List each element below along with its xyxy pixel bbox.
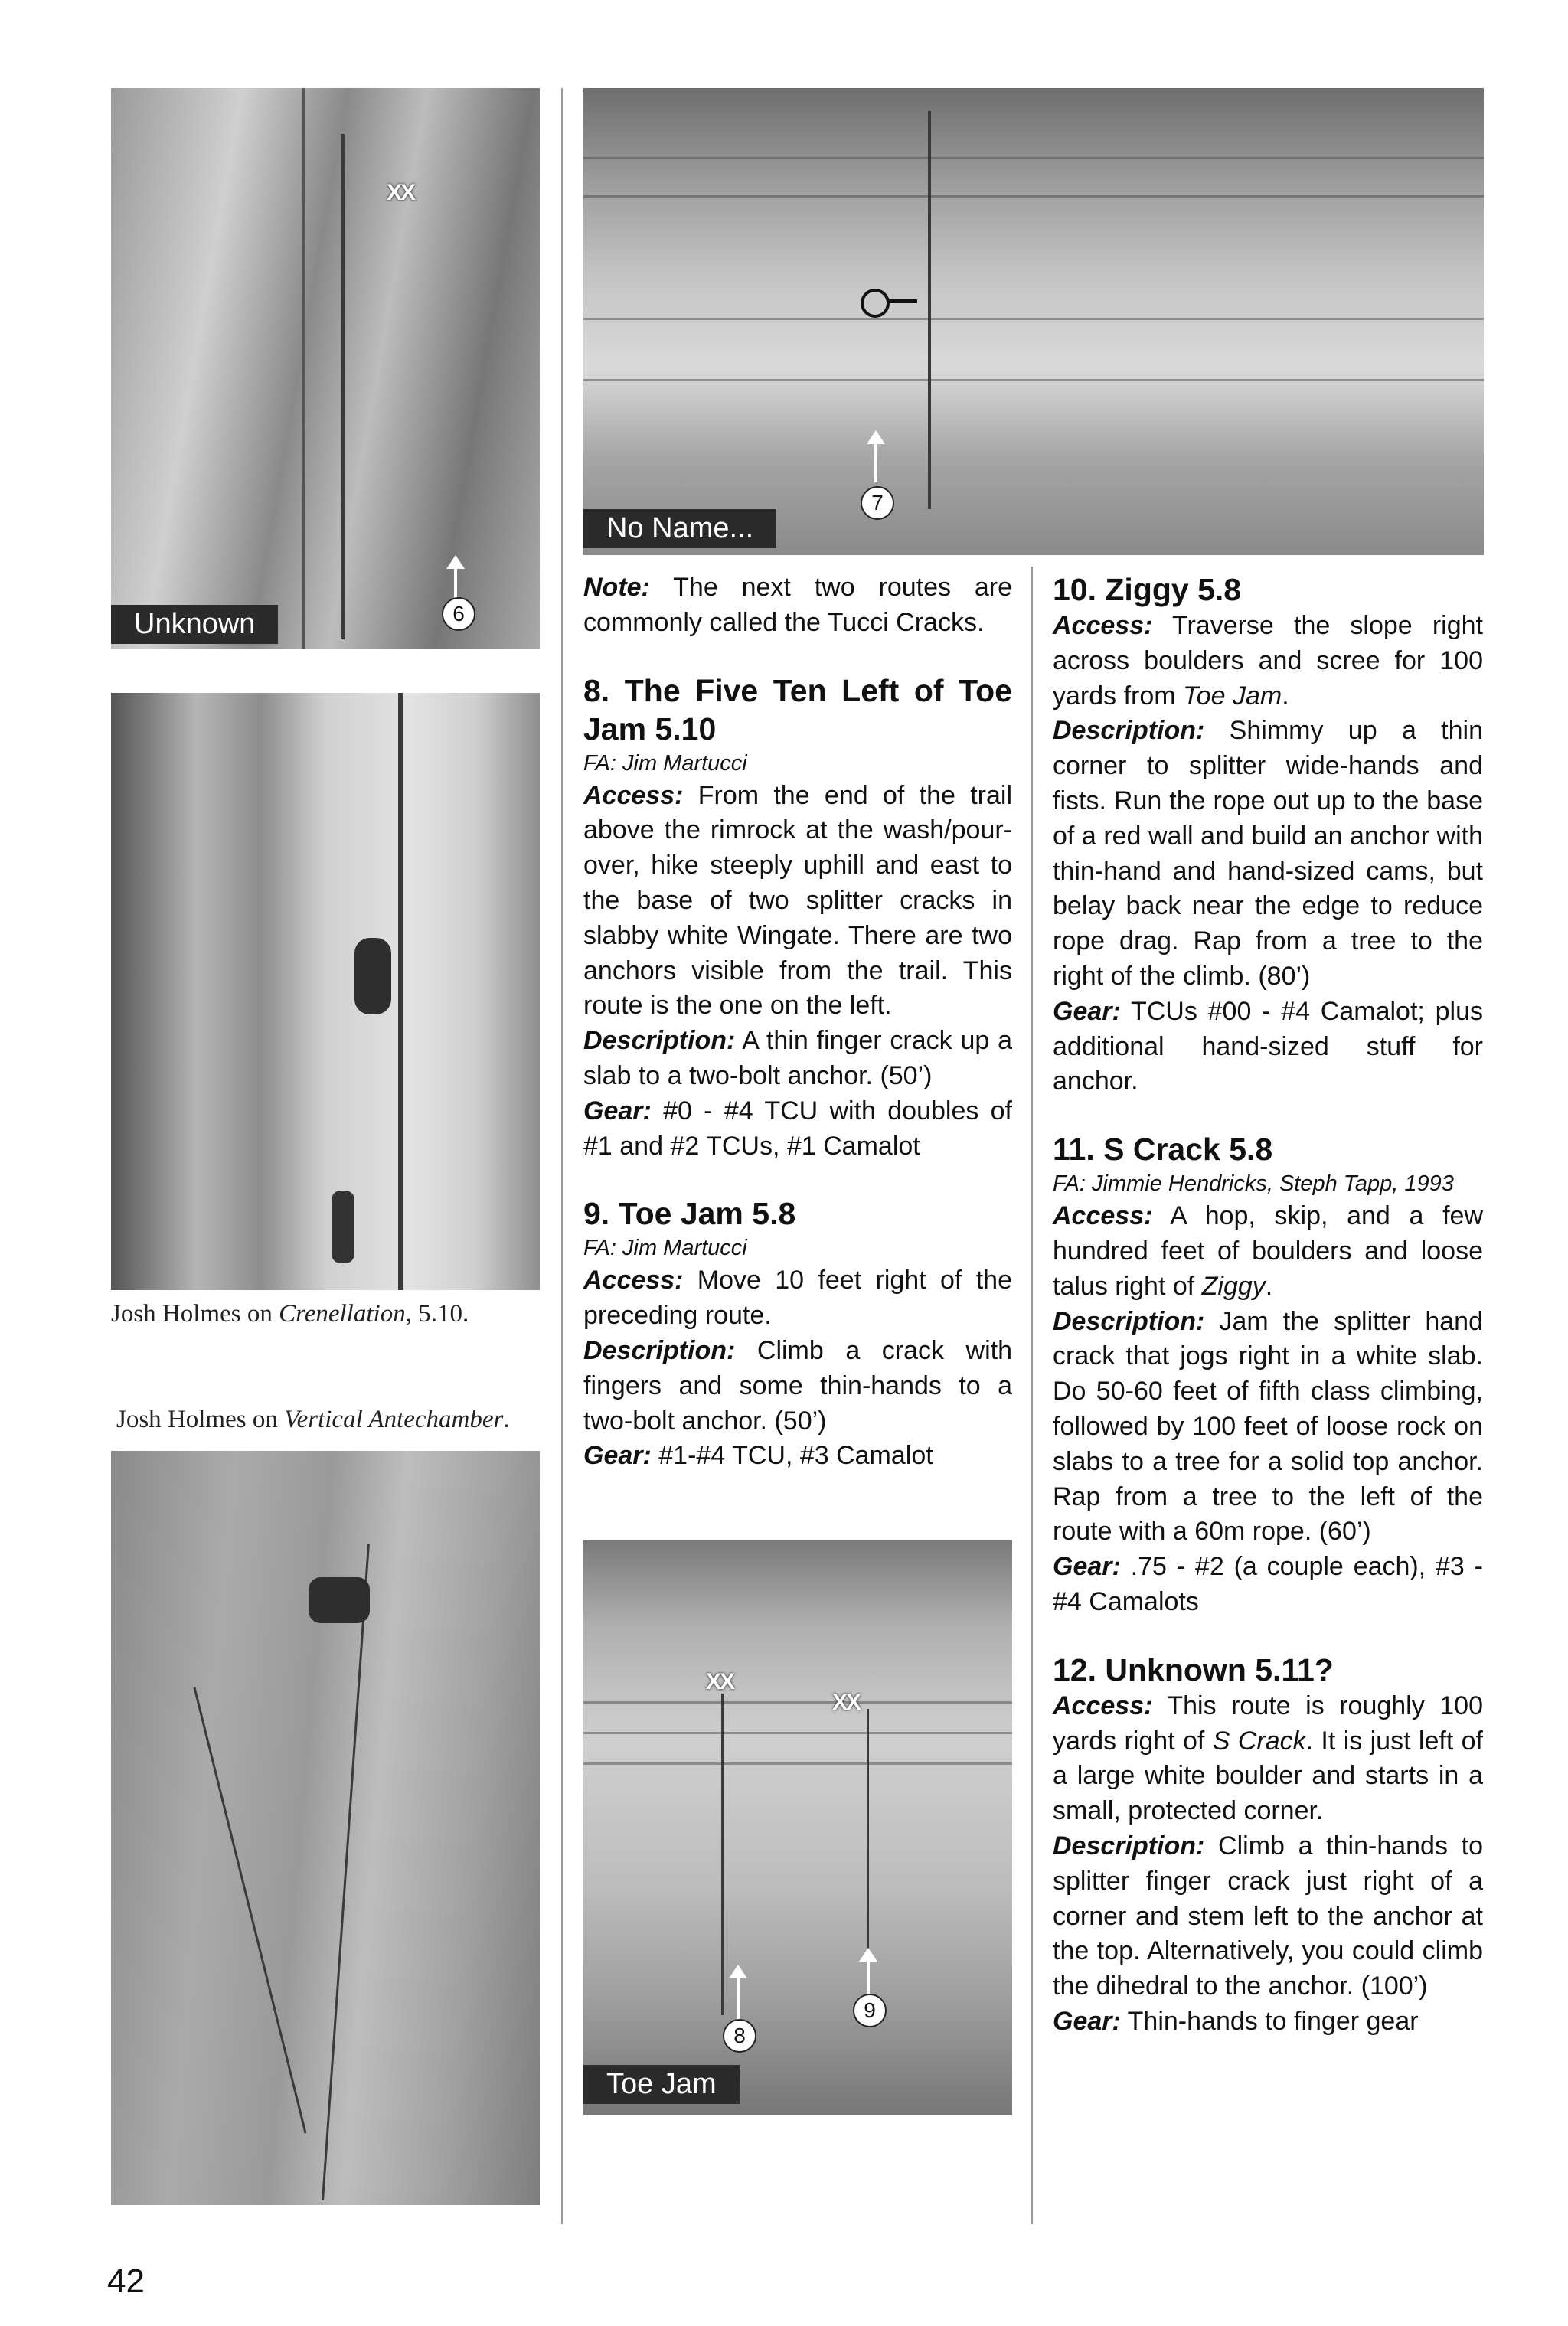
gear-paragraph: Gear: #0 - #4 TCU with doubles of #1 and #2 TCUs, #1 Camalot <box>583 1096 1012 1161</box>
note-paragraph: Note: The next two routes are commonly called the Tucci Cracks. <box>583 573 1012 637</box>
anchor-marker: XX <box>832 1690 861 1715</box>
access-paragraph: Access: From the end of the trail above the rimrock at the wash/pour-over, hike steeply uphill and east to the base of two splitter cracks in slabby white Wingate. There are two anchors visible from the trail. This route is the one on the left. <box>583 780 1012 1021</box>
climber-figure <box>309 1577 370 1623</box>
arrow-right-icon <box>887 299 917 303</box>
access-paragraph: Access: Traverse the slope right across boulders and scree for 100 yards from Toe Jam. <box>1053 611 1483 711</box>
gear-paragraph: Gear: .75 - #2 (a couple each), #3 - #4 Camalots <box>1053 1552 1483 1616</box>
description-paragraph: Description: Shimmy up a thin corner to splitter wide-hands and fists. Run the rope out up to the base of a red wall and build an anchor with thin-hand and hand-sized cams, but belay back near the edge to reduce rope drag. Rap from a tree to the right of the climb. (80’) <box>1053 716 1483 991</box>
access-paragraph: Access: A hop, skip, and a few hundred feet of boulders and loose talus right of Ziggy. <box>1053 1201 1483 1301</box>
photo-label: Toe Jam <box>583 2065 740 2104</box>
photo-no-name-route <box>583 88 1484 555</box>
photo-label: Unknown <box>111 605 278 644</box>
anchor-marker: XX <box>387 180 415 205</box>
route-arrow <box>737 1978 740 2024</box>
gear-paragraph: Gear: TCUs #00 - #4 Camalot; plus additional hand-sized stuff for anchor. <box>1053 996 1483 1096</box>
route-title-10: 10. Ziggy 5.8 <box>1053 572 1242 607</box>
description-paragraph: Description: Jam the splitter hand crack that jogs right in a white slab. Do 50-60 feet of fifth class climbing, followed by 100 feet of loose rock on slabs to a tree for a solid top anchor. Rap from a tree to the left of the route with a 60m rope. (60’) <box>1053 1306 1483 1547</box>
photo-caption: Josh Holmes on Crenellation, 5.10. <box>111 1300 469 1328</box>
access-paragraph: Access: This route is roughly 100 yards right of S Crack. It is just left of a large white boulder and starts in a small, protected corner. <box>1053 1691 1483 1826</box>
column-divider <box>1031 567 1033 2224</box>
first-ascent: FA: Jim Martucci <box>583 1236 747 1261</box>
climber-figure <box>354 938 391 1014</box>
route-arrow <box>874 444 877 482</box>
gear-paragraph: Gear: #1-#4 TCU, #3 Camalot <box>583 1441 933 1471</box>
right-column <box>1053 570 1483 2040</box>
route-title-8: 8. The Five Ten Left of Toe Jam 5.10 <box>583 672 1012 746</box>
photo-caption: Josh Holmes on Vertical Antechamber. <box>116 1406 510 1433</box>
route-marker-7: 7 <box>861 486 894 520</box>
belay-circle-icon <box>861 289 890 318</box>
description-paragraph: Description: A thin finger crack up a slab to a two-bolt anchor. (50’) <box>583 1026 1012 1090</box>
route-marker-8: 8 <box>723 2019 756 2053</box>
access-paragraph: Access: Move 10 feet right of the preceding route. <box>583 1266 1012 1331</box>
column-divider <box>561 88 563 2224</box>
photo-label: No Name... <box>583 509 776 548</box>
anchor-marker: XX <box>706 1669 734 1694</box>
belayer-figure <box>332 1191 354 1263</box>
photo-toe-jam <box>583 1540 1012 2115</box>
photo-unknown-route <box>111 88 540 649</box>
route-marker-9: 9 <box>853 1994 887 2027</box>
photo-crenellation <box>111 693 540 1290</box>
middle-column <box>583 570 1012 1474</box>
gear-paragraph: Gear: Thin-hands to finger gear <box>1053 2006 1419 2036</box>
route-marker-6: 6 <box>442 597 475 631</box>
page-number: 42 <box>107 2262 145 2300</box>
description-paragraph: Description: Climb a thin-hands to splitter finger crack just right of a corner and stem left to the anchor at the top. Alternatively, you could climb the dihedral to the anchor. (100’) <box>1053 1831 1483 2001</box>
photo-vertical-antechamber <box>111 1451 540 2205</box>
route-title-11: 11. S Crack 5.8 <box>1053 1132 1273 1168</box>
first-ascent: FA: Jim Martucci <box>583 750 747 776</box>
description-paragraph: Description: Climb a crack with fingers and some thin-hands to a two-bolt anchor. (50’) <box>583 1335 1012 1436</box>
first-ascent: FA: Jimmie Hendricks, Steph Tapp, 1993 <box>1053 1171 1454 1197</box>
route-title-12: 12. Unknown 5.11? <box>1053 1651 1334 1687</box>
route-title-9: 9. Toe Jam 5.8 <box>583 1196 796 1232</box>
